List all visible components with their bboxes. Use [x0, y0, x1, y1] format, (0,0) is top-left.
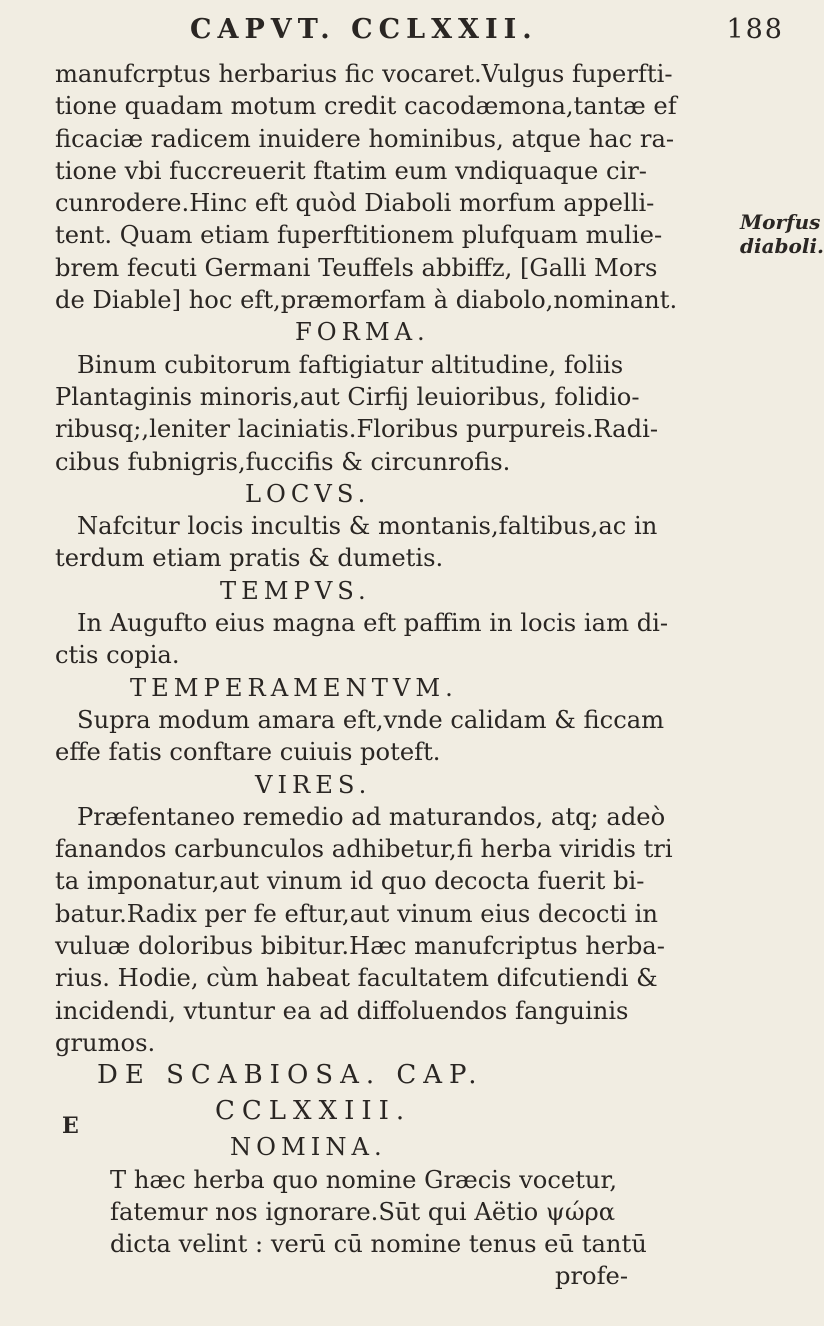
text-line: grumos.: [55, 1028, 156, 1057]
initial-letter: E: [62, 1113, 79, 1139]
section-heading: LOCVS.: [245, 479, 371, 508]
section-heading: TEMPVS.: [220, 576, 371, 605]
text-line: profe-: [555, 1262, 629, 1291]
body-text: [55, 58, 710, 1293]
section-heading: NOMINA.: [230, 1133, 387, 1162]
text-line: cibus fubnigris,fuccifis & circunrofis.: [55, 447, 511, 476]
text-line: fanandos carbunculos adhibetur,fi herba viridis tri: [55, 835, 673, 864]
chapter-header: CAPVT. CCLXXII.: [190, 14, 538, 45]
margin-note: [740, 210, 824, 258]
chapter-title: DE SCABIOSA. CAP.: [97, 1060, 484, 1091]
text-line: In Augufto eius magna eft paffim in locis iam di-: [77, 609, 669, 638]
text-line: dicta velint : verū cū nomine tenus eū tantū: [110, 1230, 647, 1259]
text-line: Plantaginis minoris,aut Cirfij leuioribus, folidio-: [55, 382, 640, 411]
section-heading: VIRES.: [255, 770, 372, 799]
text-line: ficaciæ radicem inuidere hominibus, atque hac ra-: [55, 124, 675, 153]
text-line: ribusq;,leniter laciniatis.Floribus purpureis.Radi-: [55, 415, 658, 444]
page-number: 188: [726, 14, 784, 45]
margin-note-line: diaboli.: [740, 234, 824, 258]
text-line: Præfentaneo remedio ad maturandos, atq; adeò: [77, 802, 666, 831]
text-line: vuluæ doloribus bibitur.Hæc manufcriptus herba-: [55, 932, 665, 961]
text-line: brem fecuti Germani Teuffels abbiffz, [Galli Mors: [55, 253, 658, 282]
text-line: effe fatis conftare cuiuis poteft.: [55, 738, 441, 767]
text-line: tent. Quam etiam fuperftitionem plufquam mulie-: [55, 221, 663, 250]
text-line: tione vbi fuccreuerit ftatim eum vndiquaque cir-: [55, 156, 647, 185]
text-line: rius. Hodie, cùm habeat facultatem difcutiendi &: [55, 964, 658, 993]
text-line: manufcrptus herbarius fic vocaret.Vulgus fuperfti-: [55, 60, 673, 88]
text-line: Nafcitur locis incultis & montanis,faltibus,ac in: [77, 512, 658, 541]
chapter-title: CCLXXIII.: [215, 1096, 412, 1127]
text-line: ta imponatur,aut vinum id quo decocta fuerit bi-: [55, 867, 645, 896]
text-line: de Diable] hoc eft,præmorfam à diabolo,nominant.: [55, 286, 678, 315]
text-line: cunrodere.Hinc eft quòd Diaboli morfum appelli-: [55, 189, 655, 218]
text-line: Binum cubitorum faftigiatur altitudine, foliis: [77, 350, 624, 379]
running-header: [190, 14, 790, 54]
text-line: incidendi, vtuntur ea ad diffoluendos fanguinis: [55, 996, 629, 1025]
text-line: tione quadam motum credit cacodæmona,tantæ ef: [55, 92, 677, 121]
text-line: fatemur nos ignorare.Sūt qui Aëtio ψώρα: [110, 1197, 616, 1226]
text-line: Supra modum amara eft,vnde calidam & ficcam: [77, 705, 665, 734]
text-line: T hæc herba quo nomine Græcis vocetur,: [110, 1165, 618, 1194]
section-heading: FORMA.: [295, 318, 430, 347]
text-line: batur.Radix per fe eftur,aut vinum eius decocti in: [55, 899, 658, 928]
text-line: terdum etiam pratis & dumetis.: [55, 544, 444, 573]
text-line: ctis copia.: [55, 641, 180, 670]
margin-note-line: Morfus: [740, 210, 821, 234]
section-heading: TEMPERAMENTVM.: [130, 673, 458, 702]
